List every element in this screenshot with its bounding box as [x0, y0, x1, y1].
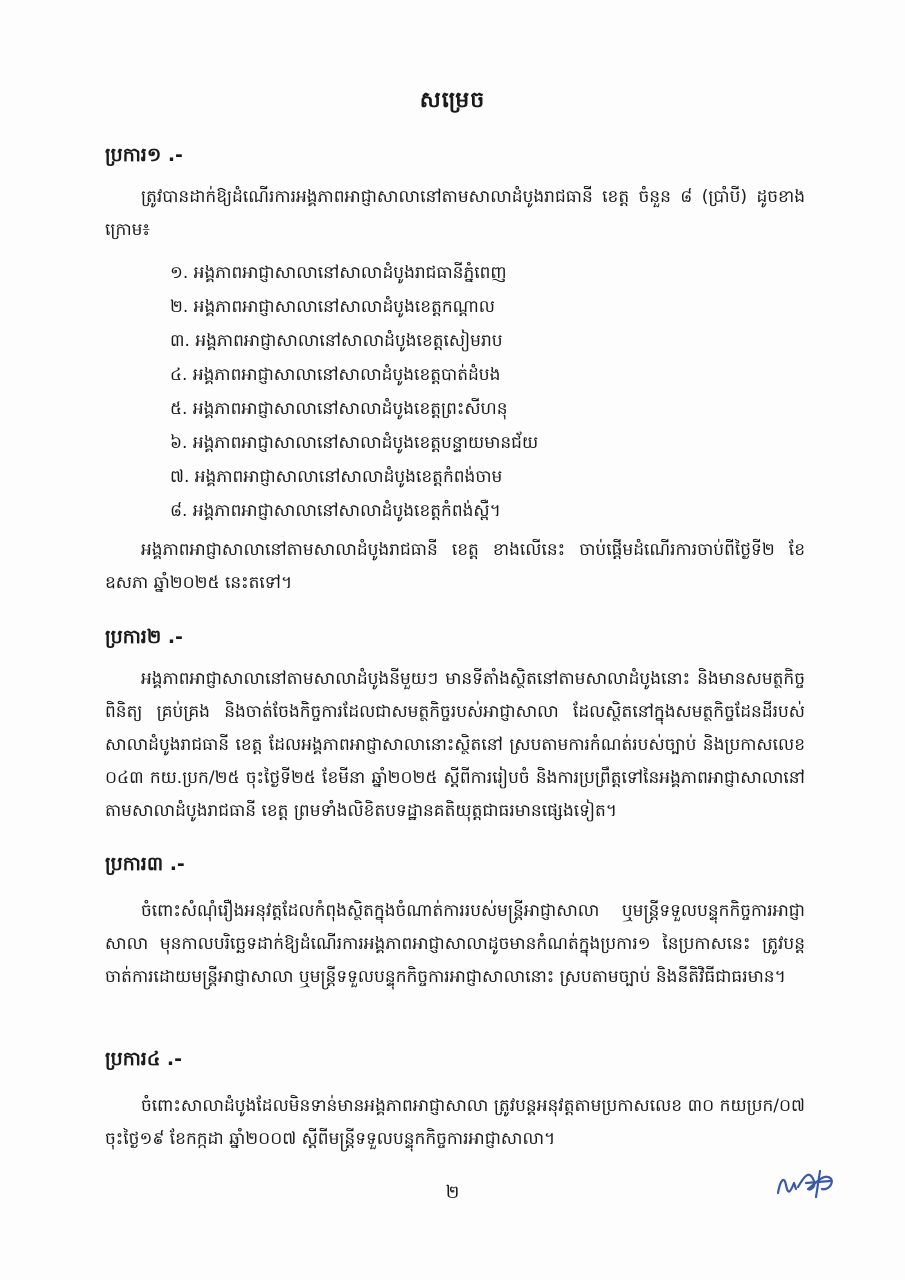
list-item: ៨. អង្គភាពអាជ្ញាសាលានៅសាលាដំបូងខេត្តកំពង់ស្ពឺ។: [170, 501, 501, 521]
list-item: ៧. អង្គភាពអាជ្ញាសាលានៅសាលាដំបូងខេត្តកំពង់ចាម: [170, 467, 503, 487]
document-title: សម្រេច: [419, 88, 486, 113]
article-4-paragraph: [105, 1090, 805, 1156]
list-item: ៥. អង្គភាពអាជ្ញាសាលានៅសាលាដំបូងខេត្តព្រះសីហនុ: [170, 399, 508, 419]
unit-list: [170, 256, 538, 528]
article-1-text: ត្រូវបានដាក់ឱ្យដំណើរការអង្គភាពអាជ្ញាសាលានៅតាមសាលាដំបូងរាជធានី ខេត្ត ចំនួន ៨ (ប្រាំបី) ដូចខាងក្រោម៖: [105, 187, 805, 240]
article-1-heading: ប្រការ១ .-: [105, 144, 183, 166]
article-1-paragraph: [105, 181, 805, 247]
article-3-paragraph: [105, 895, 805, 994]
list-item: ២. អង្គភាពអាជ្ញាសាលានៅសាលាដំបូងខេត្តកណ្តាល: [170, 297, 495, 317]
page-number: ២: [445, 1182, 460, 1203]
article-2-paragraph: [105, 663, 805, 828]
list-item: ១. អង្គភាពអាជ្ញាសាលានៅសាលាដំបូងរាជធានីភ្នំពេញ: [170, 263, 507, 283]
article-4-text: ចំពោះសាលាដំបូងដែលមិនទាន់មានអង្គភាពអាជ្ញាសាលា ត្រូវបន្តអនុវត្តតាមប្រកាសលេខ ៣០ កយប្រក/០៧ ចុះថ្ងៃ១៩ ខែកក្កដា ឆ្នាំ២០០៧ ស្តីពីមន្ត្រីទទួលបន្ទុកកិច្ចការអាជ្ញាសាលា។: [105, 1096, 805, 1149]
article-1-closing-text: អង្គភាពអាជ្ញាសាលានៅតាមសាលាដំបូងរាជធានី ខេត្ត ខាងលើនេះ ចាប់ផ្តើមដំណើរការចាប់ពីថ្ងៃទី២ ខែឧសភា ឆ្នាំ២០២៥ នេះតទៅ។: [105, 540, 805, 593]
article-1-closing: [105, 534, 805, 600]
article-3-text: ចំពោះសំណុំរឿងអនុវត្តដែលកំពុងស្ថិតក្នុងចំណាត់ការរបស់មន្ត្រីអាជ្ញាសាលា ឬមន្ត្រីទទួលបន្ទុកកិច្ចការអាជ្ញាសាលា មុនកាលបរិច្ឆេទដាក់ឱ្យដំណើរការអង្គភាពអាជ្ញាសាលាដូចមានកំណត់ក្នុងប្រការ១ នៃប្រកាសនេះ ត្រូវបន្តចាត់ការដោយមន្ត្រីអាជ្ញាសាលា ឬមន្ត្រីទទួលបន្ទុកកិច្ចការអាជ្ញាសាលានោះ ស្របតាមច្បាប់ និងនីតិវិធីជាធរមាន។: [105, 901, 805, 987]
list-item: ៦. អង្គភាពអាជ្ញាសាលានៅសាលាដំបូងខេត្តបន្ទាយមានជ័យ: [170, 433, 539, 453]
article-3-heading: ប្រការ៣ .-: [105, 853, 185, 875]
article-4-heading: ប្រការ៤ .-: [105, 1048, 183, 1070]
article-2-text: អង្គភាពអាជ្ញាសាលានៅតាមសាលាដំបូងនីមួយៗ មានទីតាំងស្ថិតនៅតាមសាលាដំបូងនោះ និងមានសមត្ថកិច្ចពិនិត្យ គ្រប់គ្រង និងចាត់ចែងកិច្ចការដែលជាសមត្ថកិច្ចរបស់អាជ្ញាសាលា ដែលស្ថិតនៅក្នុងសមត្ថកិច្ចដែនដីរបស់សាលាដំបូងរាជធានី ខេត្ត ដែលអង្គភាពអាជ្ញាសាលានោះស្ថិតនៅ ស្របតាមការកំណត់របស់ច្បាប់ និងប្រកាសលេខ ០៤៣ កយ.ប្រក/២៥ ចុះថ្ងៃទី២៥ ខែមីនា ឆ្នាំ២០២៥ ស្តីពីការរៀបចំ និងការប្រព្រឹត្តទៅនៃអង្គភាពអាជ្ញាសាលានៅតាមសាលាដំបូងរាជធានី ខេត្ត ព្រមទាំងលិខិតបទដ្ឋានគតិយុត្តជាធរមានផ្សេងទៀត។: [105, 669, 805, 821]
list-item: ៣. អង្គភាពអាជ្ញាសាលានៅសាលាដំបូងខេត្តសៀមរាប: [170, 331, 503, 351]
list-item: ៤. អង្គភាពអាជ្ញាសាលានៅសាលាដំបូងខេត្តបាត់ដំបង: [170, 365, 501, 385]
signature-icon: [770, 1163, 850, 1203]
article-2-heading: ប្រការ២ .-: [105, 626, 183, 648]
